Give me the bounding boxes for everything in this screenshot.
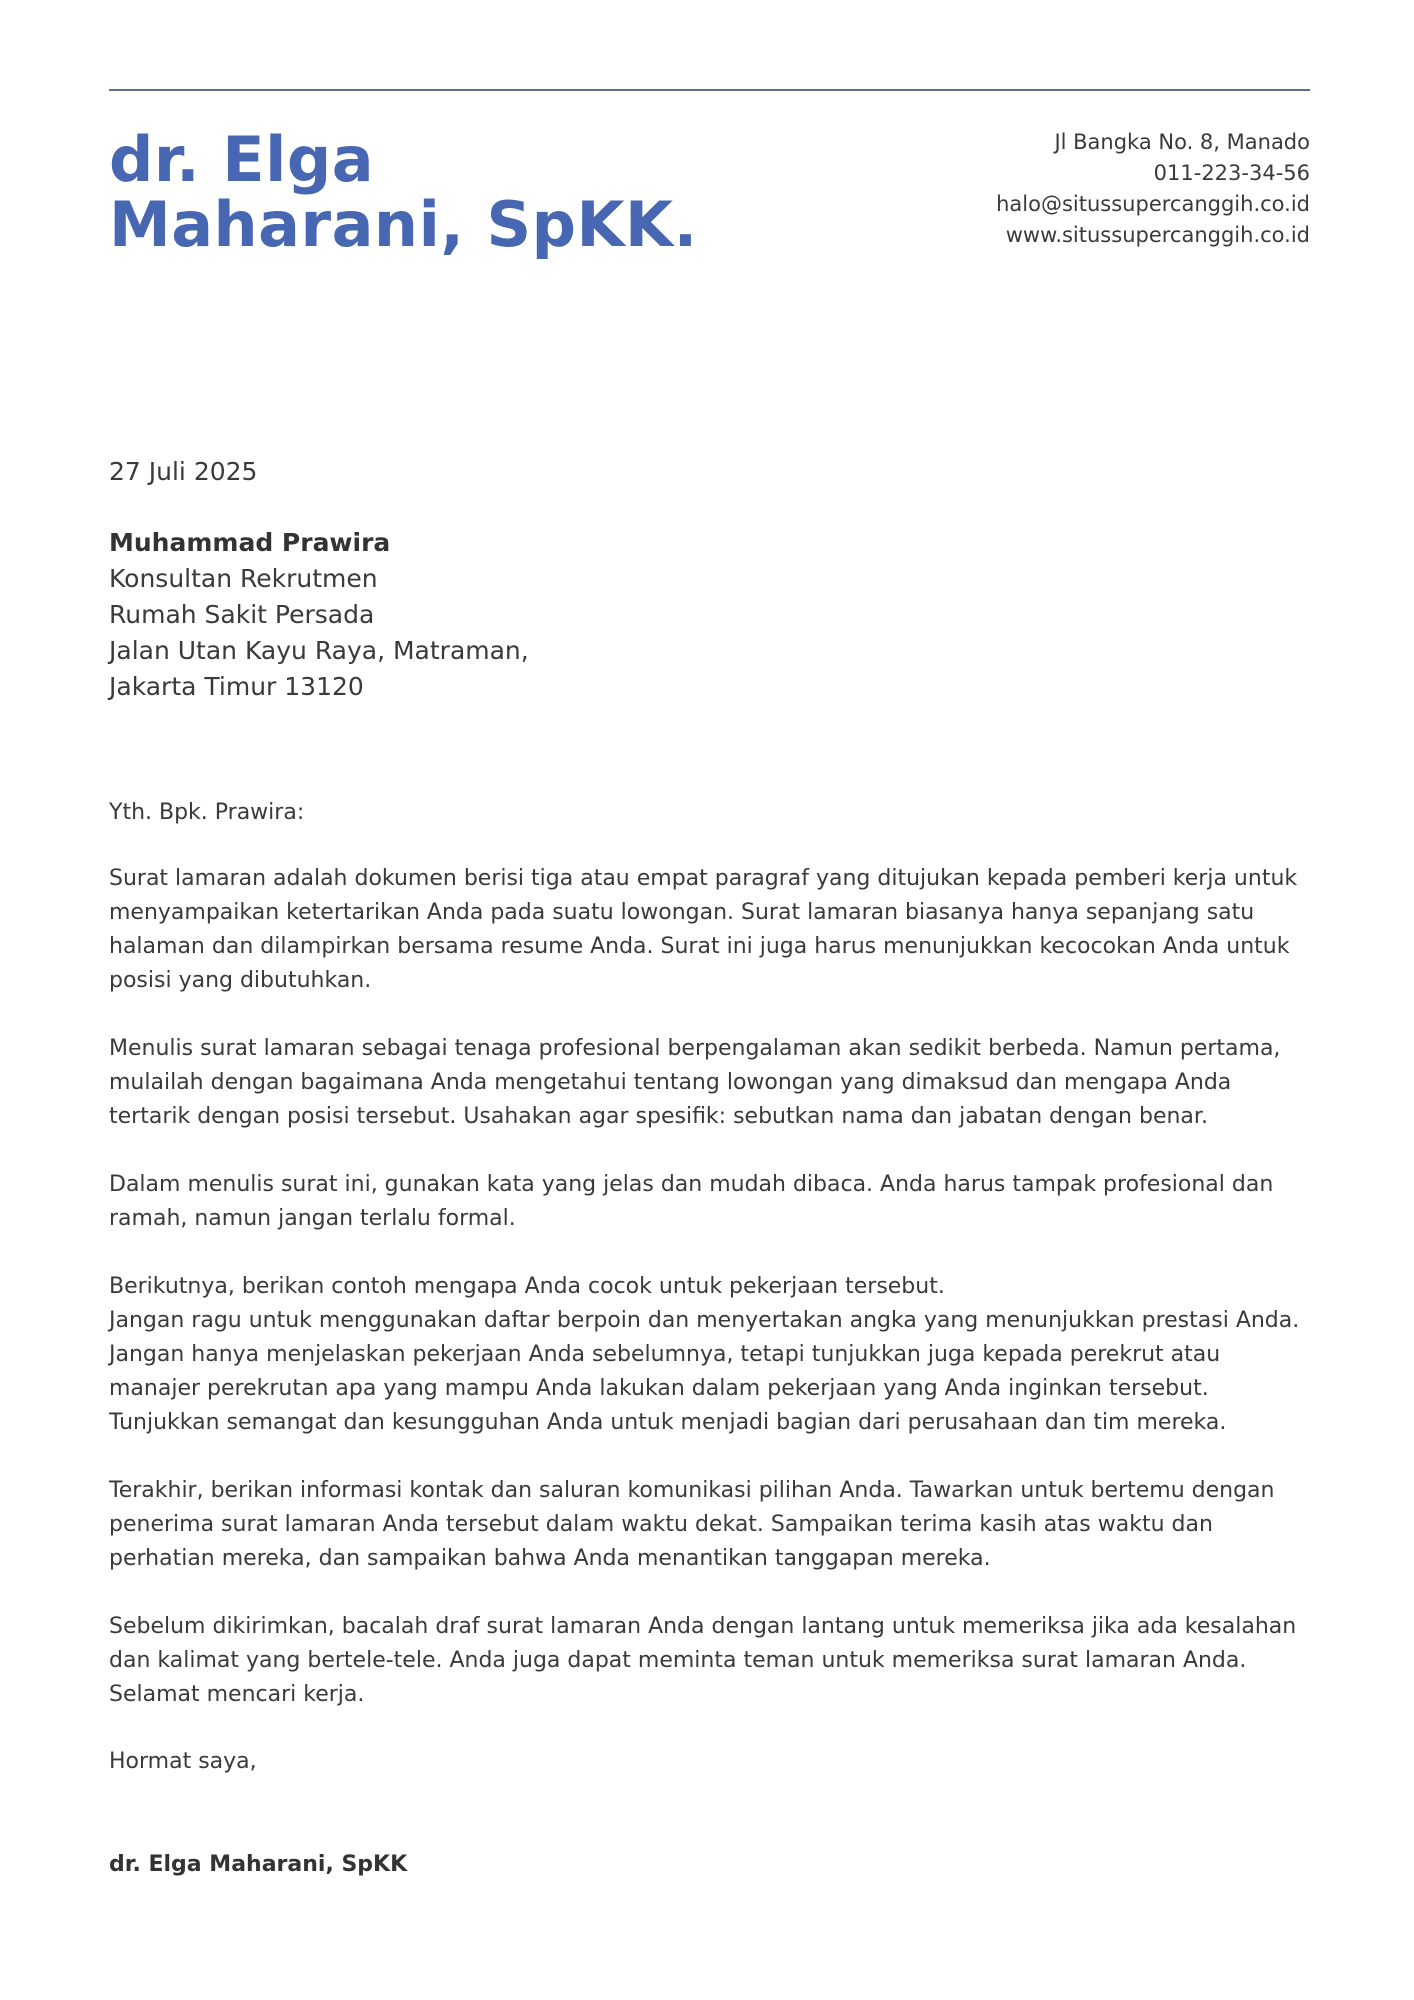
body-paragraph [109, 1168, 1310, 1236]
paragraph-line: Berikutnya, berikan contoh mengapa Anda cocok untuk pekerjaan tersebut. [109, 1274, 945, 1299]
paragraph-line: ramah, namun jangan terlalu formal. [109, 1206, 516, 1231]
paragraph-line: Dalam menulis surat ini, gunakan kata yang jelas dan mudah dibaca. Anda harus tampak profesional dan [109, 1172, 1274, 1197]
header-rule [109, 89, 1310, 91]
closing: Hormat saya, [109, 1749, 257, 1774]
body-paragraph [109, 1032, 1310, 1134]
sender-name-line-2: Maharani, SpKK. [109, 188, 698, 261]
paragraph-line: Sebelum dikirimkan, bacalah draf surat lamaran Anda dengan lantang untuk memeriksa jika ada kesalahan [109, 1614, 1297, 1639]
recipient-name: Muhammad Prawira [109, 528, 391, 557]
paragraph-line: tertarik dengan posisi tersebut. Usahakan agar spesifik: sebutkan nama dan jabatan dengan benar. [109, 1104, 1208, 1129]
recipient-organization: Rumah Sakit Persada [109, 600, 375, 629]
recipient-address-line-1: Jalan Utan Kayu Raya, Matraman, [109, 636, 529, 665]
recipient-address-line-2: Jakarta Timur 13120 [109, 672, 364, 701]
recipient-title: Konsultan Rekrutmen [109, 564, 378, 593]
paragraph-line: mulailah dengan bagaimana Anda mengetahui tentang lowongan yang dimaksud dan mengapa Anda [109, 1070, 1232, 1095]
paragraph-line: penerima surat lamaran Anda tersebut dalam waktu dekat. Sampaikan terima kasih atas waktu dan [109, 1512, 1213, 1537]
paragraph-line: Selamat mencari kerja. [109, 1682, 365, 1707]
contact-block [996, 127, 1310, 251]
paragraph-line: manajer perekrutan apa yang mampu Anda lakukan dalam pekerjaan yang Anda inginkan tersebut. [109, 1376, 1209, 1401]
salutation: Yth. Bpk. Prawira: [109, 800, 305, 825]
paragraph-line: perhatian mereka, dan sampaikan bahwa Anda menantikan tanggapan mereka. [109, 1546, 991, 1571]
letter-date: 27 Juli 2025 [109, 457, 258, 486]
contact-email: halo@situssupercanggih.co.id [996, 192, 1310, 216]
body-paragraph [109, 1474, 1310, 1576]
paragraph-line: Tunjukkan semangat dan kesungguhan Anda untuk menjadi bagian dari perusahaan dan tim mereka. [109, 1410, 1227, 1435]
paragraph-line: menyampaikan ketertarikan Anda pada suatu lowongan. Surat lamaran biasanya hanya sepanjang satu [109, 900, 1255, 925]
paragraph-line: Jangan ragu untuk menggunakan daftar berpoin dan menyertakan angka yang menunjukkan prestasi Anda. [109, 1308, 1300, 1333]
sender-name-line-1: dr. Elga [109, 123, 375, 196]
paragraph-line: dan kalimat yang bertele-tele. Anda juga dapat meminta teman untuk memeriksa surat lamaran Anda. [109, 1648, 1247, 1673]
signature-name: dr. Elga Maharani, SpKK [109, 1852, 408, 1877]
body-paragraph [109, 1270, 1310, 1440]
paragraph-line: halaman dan dilampirkan bersama resume Anda. Surat ini juga harus menunjukkan kecocokan Anda untuk [109, 934, 1290, 959]
body-paragraph [109, 1610, 1310, 1712]
paragraph-line: Jangan hanya menjelaskan pekerjaan Anda sebelumnya, tetapi tunjukkan juga kepada perekrut atau [109, 1342, 1221, 1367]
contact-address: Jl Bangka No. 8, Manado [1054, 130, 1310, 154]
letter-page [109, 0, 1310, 2000]
paragraph-line: Terakhir, berikan informasi kontak dan saluran komunikasi pilihan Anda. Tawarkan untuk bertemu dengan [109, 1478, 1275, 1503]
paragraph-line: posisi yang dibutuhkan. [109, 968, 372, 993]
body-paragraph [109, 862, 1310, 998]
paragraph-line: Menulis surat lamaran sebagai tenaga profesional berpengalaman akan sedikit berbeda. Namun pertama, [109, 1036, 1281, 1061]
paragraph-line: Surat lamaran adalah dokumen berisi tiga atau empat paragraf yang ditujukan kepada pemberi kerja untuk [109, 866, 1298, 891]
sender-name [109, 123, 698, 261]
letter-body [109, 862, 1310, 1746]
recipient-block [109, 525, 529, 705]
contact-phone: 011-223-34-56 [1153, 161, 1310, 185]
contact-website: www.situssupercanggih.co.id [1005, 223, 1310, 247]
